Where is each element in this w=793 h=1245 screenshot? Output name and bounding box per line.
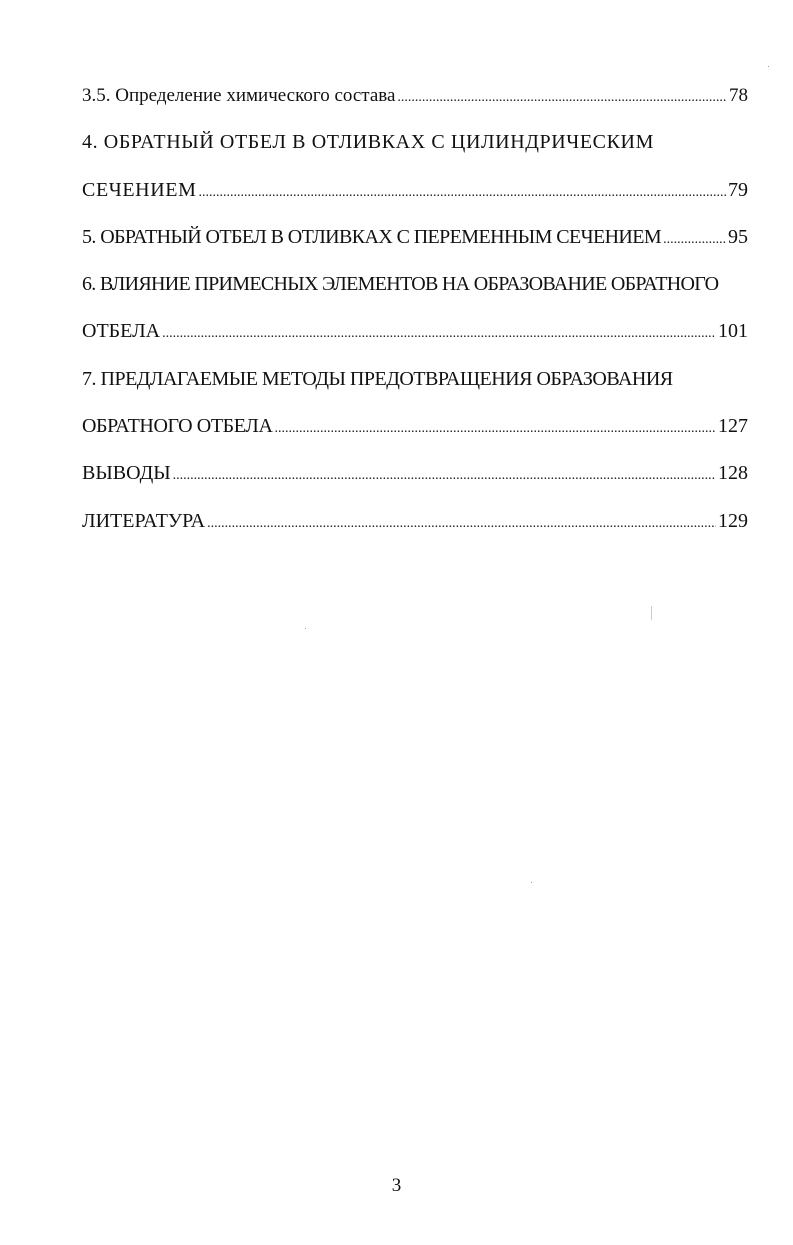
table-of-contents [82,72,748,545]
toc-row [82,450,748,499]
toc-entry-page: 101 [718,320,748,343]
toc-row [82,308,748,357]
dot-leader [275,403,717,452]
toc-entry-7-line1 [82,356,748,403]
toc-row [82,167,748,216]
toc-entry-title-line1: 7. ПРЕДЛАГАЕМЫЕ МЕТОДЫ ПРЕДОТВРАЩЕНИЯ ОБРАЗОВАНИЯ [82,367,673,390]
toc-entry-6-line2 [82,308,748,355]
scan-speck [305,628,306,629]
toc-entry-page: 79 [728,178,748,201]
toc-entry-page: 78 [729,85,748,106]
toc-entry-title-line2: ОТБЕЛА [82,320,161,343]
toc-row [82,72,748,121]
dot-leader [162,308,716,357]
toc-entry-title-line2: ОБРАТНОГО ОТБЕЛА [82,415,273,438]
toc-entry-6-line1 [82,261,748,308]
toc-entry-page: 127 [718,415,748,438]
toc-entry-4-line1 [82,119,748,166]
toc-entry-3-5 [82,72,748,119]
toc-entry-7-line2 [82,403,748,450]
toc-row [82,214,748,263]
dot-leader [663,214,726,263]
toc-entry-title: ЛИТЕРАТУРА [82,509,206,532]
toc-row [82,403,748,452]
toc-entry-literature [82,498,748,545]
toc-entry-title: 5. ОБРАТНЫЙ ОТБЕЛ В ОТЛИВКАХ С ПЕРЕМЕННЫМ СЕЧЕНИЕМ [82,225,662,248]
dot-leader [397,72,727,121]
page-number: 3 [391,1175,402,1196]
toc-entry-page: 95 [728,225,748,248]
toc-row [82,498,748,547]
toc-entry-title: 3.5. Определение химического состава [82,85,396,106]
scan-speck [531,882,532,883]
toc-entry-4-line2 [82,167,748,214]
toc-entry-title-line1: 4. ОБРАТНЫЙ ОТБЕЛ В ОТЛИВКАХ С ЦИЛИНДРИЧЕСКИМ [82,131,654,154]
toc-entry-conclusions [82,450,748,497]
scan-speck [768,66,769,67]
toc-entry-title: ВЫВОДЫ [82,462,171,485]
toc-entry-page: 129 [718,509,748,532]
dot-leader [207,498,716,547]
toc-entry-page: 128 [718,462,748,485]
scan-speck [651,606,652,620]
toc-entry-title-line1: 6. ВЛИЯНИЕ ПРИМЕСНЫХ ЭЛЕМЕНТОВ НА ОБРАЗОВАНИЕ ОБРАТНОГО [82,273,719,296]
dot-leader [198,167,726,216]
toc-entry-title-line2: СЕЧЕНИЕМ [82,178,197,201]
toc-entry-5 [82,214,748,261]
dot-leader [173,450,716,499]
